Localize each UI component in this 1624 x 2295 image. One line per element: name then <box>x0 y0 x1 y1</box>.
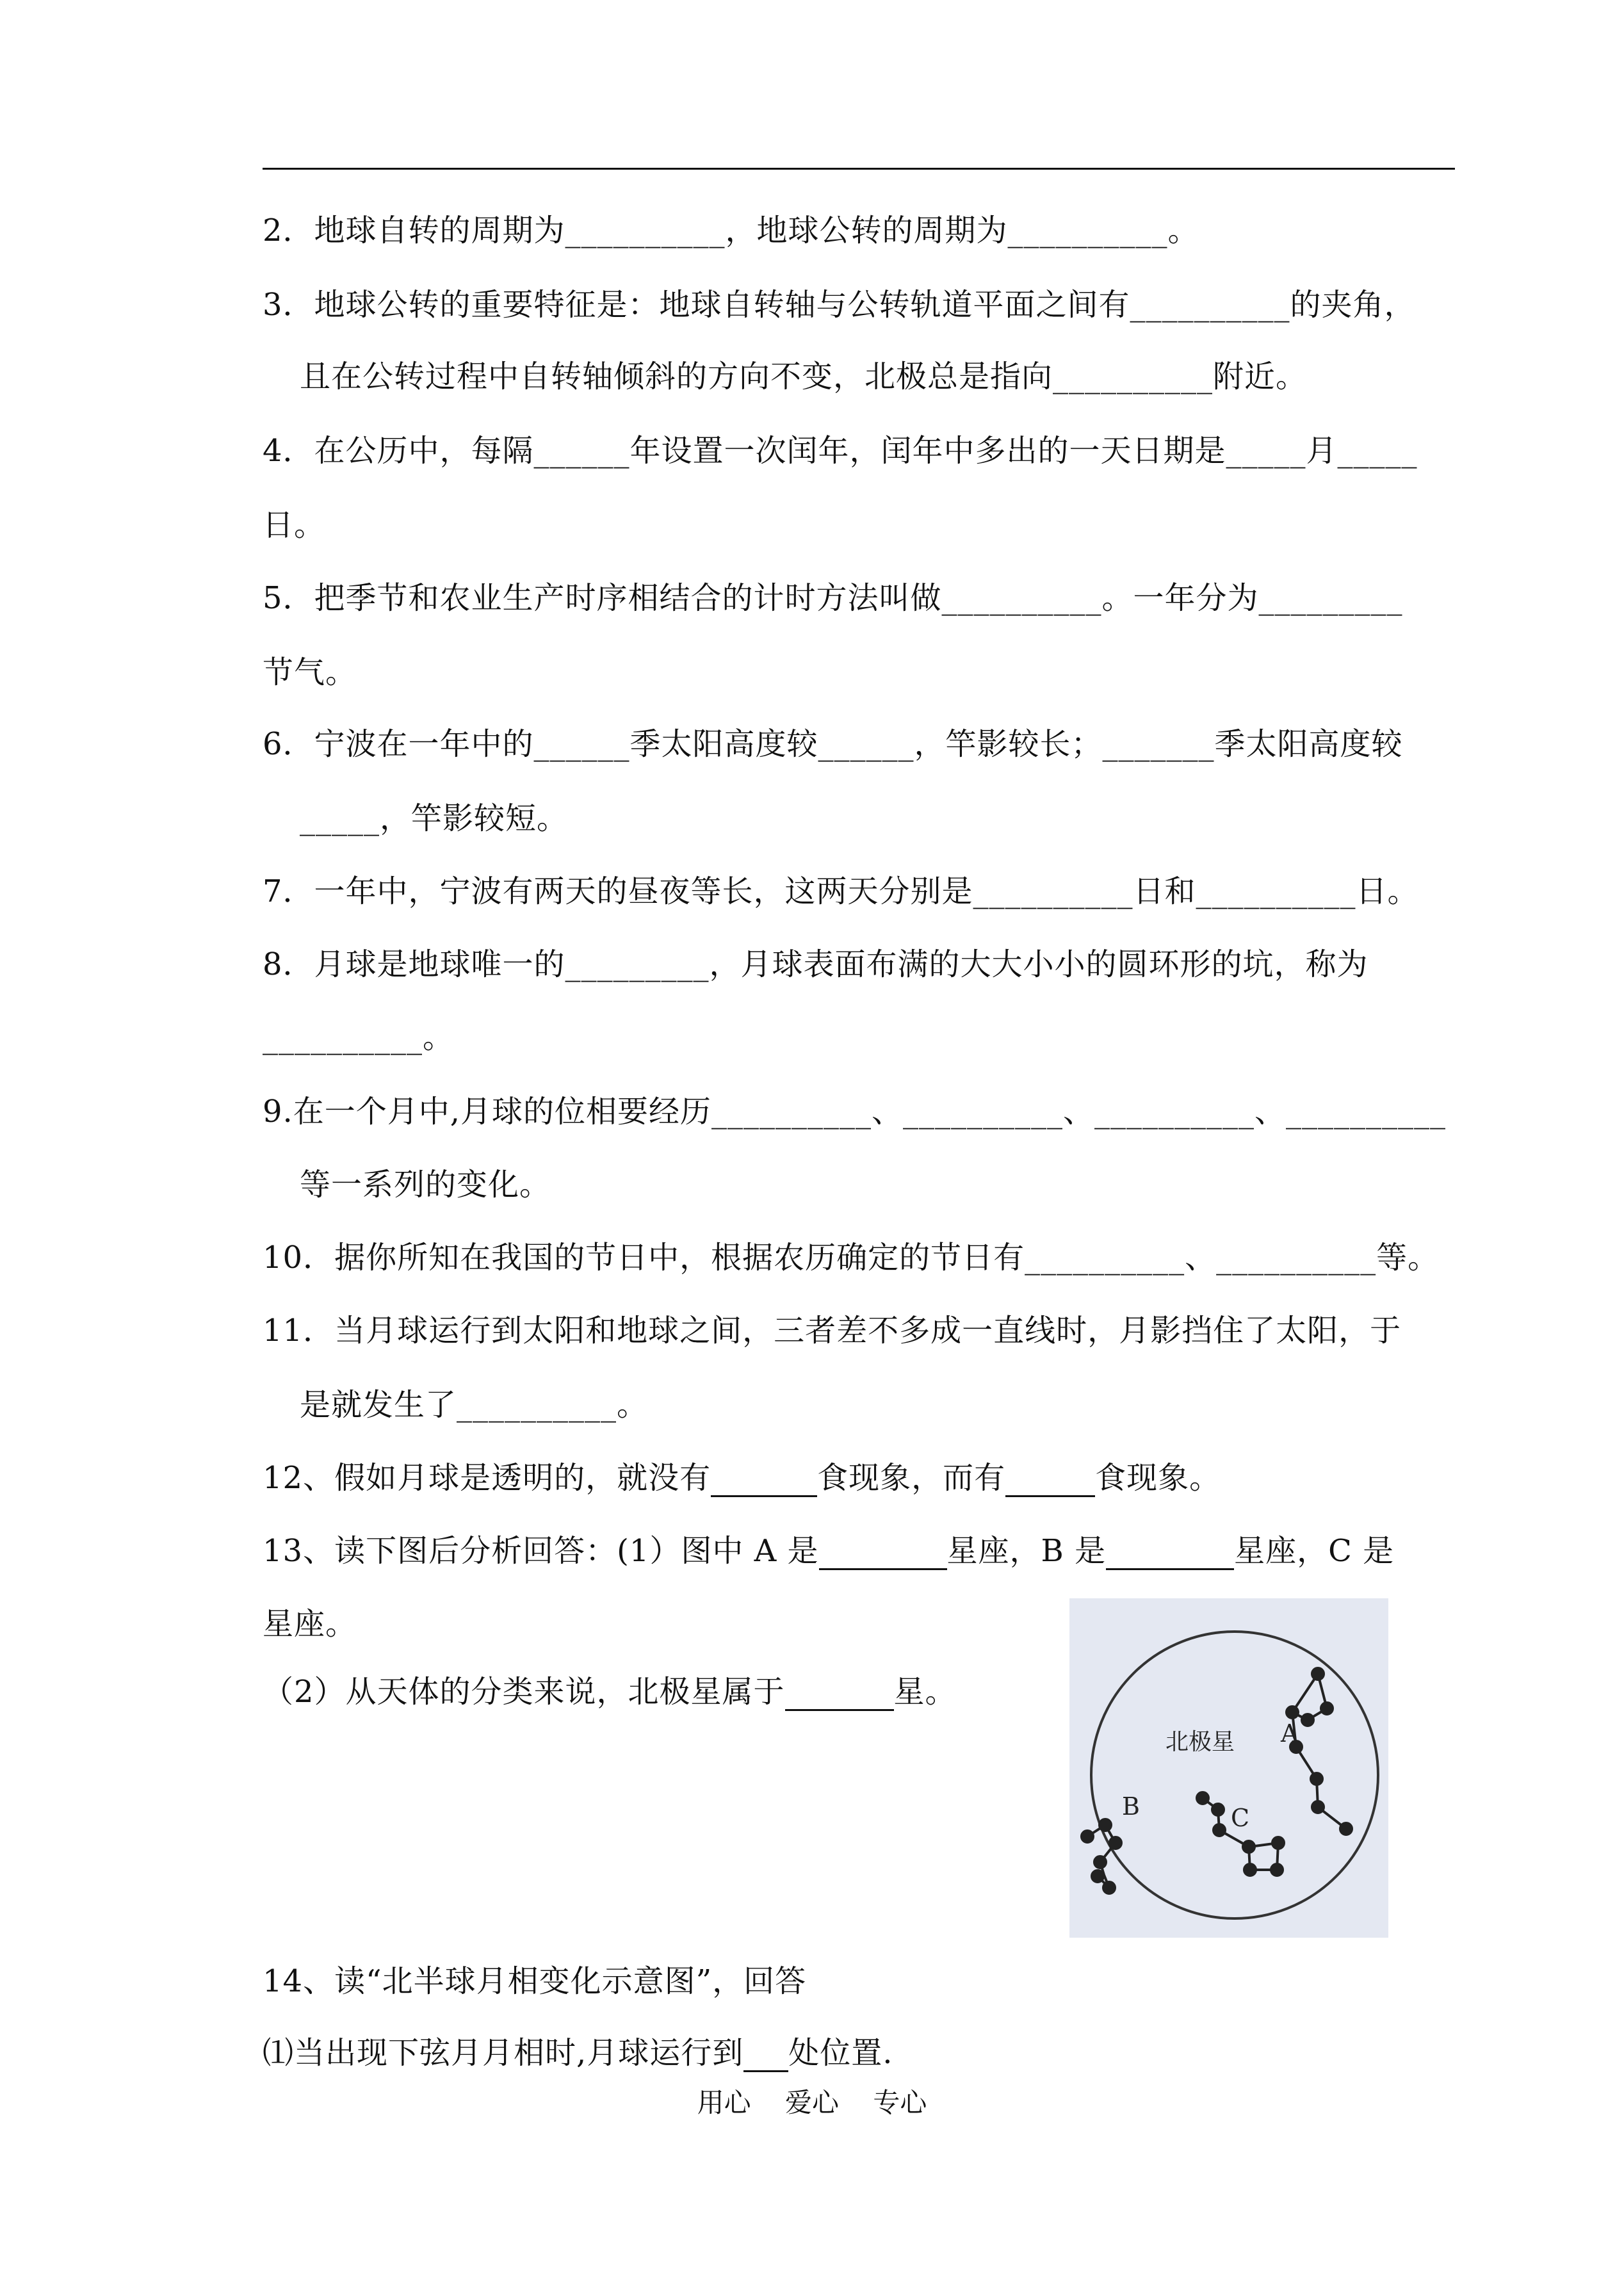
question-12-mid: 食现象，而有 <box>817 1460 1006 1496</box>
question-2: 2．地球自转的周期为__________，地球公转的周期为__________。 <box>263 213 1199 248</box>
question-7: 7．一年中，宁波有两天的昼夜等长，这两天分别是__________日和__________日。 <box>263 873 1419 909</box>
question-14-1-suffix: 处位置. <box>788 2035 893 2071</box>
question-13-blank-a <box>819 1535 947 1570</box>
question-6-line-1: 6．宁波在一年中的______季太阳高度较______，竿影较长；_______季太阳高度较 <box>263 726 1403 762</box>
question-13-2-suffix: 星。 <box>893 1674 957 1710</box>
question-12-suffix: 食现象。 <box>1095 1460 1221 1496</box>
question-4-line-2: 日。 <box>263 507 326 543</box>
polaris-label: 北极星 <box>1165 1729 1235 1755</box>
question-14-1-blank <box>743 2037 788 2072</box>
question-9-line-2: 等一系列的变化。 <box>300 1167 551 1203</box>
question-14-part-1 <box>263 2034 893 2072</box>
question-10: 10．据你所知在我国的节日中，根据农历确定的节日有__________、__________等。 <box>263 1240 1440 1276</box>
star-chart-svg <box>1069 1598 1388 1938</box>
question-11-line-1: 11．当月球运行到太阳和地球之间，三者差不多成一直线时，月影挡住了太阳，于 <box>263 1313 1402 1349</box>
label-b: B <box>1122 1792 1140 1821</box>
constellation-a <box>1287 1668 1352 1835</box>
question-9-line-1: 9.在一个月中,月球的位相要经历__________、__________、__________、__________ <box>263 1094 1447 1130</box>
question-6-line-2: _____，竿影较短。 <box>300 800 569 836</box>
question-14-1-prefix: ⑴当出现下弦月月相时,月球运行到 <box>263 2035 744 2071</box>
question-13-line-1 <box>263 1532 1394 1570</box>
question-14: 14、读“北半球月相变化示意图”，回答 <box>263 1963 807 1999</box>
question-4-line-1: 4．在公历中，每隔______年设置一次闰年，闰年中多出的一天日期是_____月_____ <box>263 433 1418 469</box>
question-5-line-1: 5．把季节和农业生产时序相结合的计时方法叫做__________。一年分为_________ <box>263 580 1403 616</box>
question-13-2-blank <box>785 1676 894 1711</box>
question-12-blank-1 <box>711 1462 817 1497</box>
question-11-line-2: 是就发生了__________。 <box>300 1387 649 1423</box>
question-8-line-2: __________。 <box>263 1019 455 1055</box>
question-13-blank-b <box>1106 1535 1234 1570</box>
header-rule <box>263 168 1455 170</box>
question-13-line-2: 星座。 <box>263 1606 357 1642</box>
question-13-mid-1: 星座，B 是 <box>946 1533 1107 1569</box>
label-c: C <box>1231 1804 1250 1832</box>
question-13-part-2 <box>263 1673 957 1711</box>
star-chart-figure <box>1069 1598 1388 1938</box>
question-13-mid-2: 星座，C 是 <box>1234 1533 1395 1569</box>
question-8-line-1: 8．月球是地球唯一的_________，月球表面布满的大大小小的圆环形的坑，称为 <box>263 946 1368 982</box>
question-12 <box>263 1459 1221 1497</box>
question-3-line-2: 且在公转过程中自转轴倾斜的方向不变，北极总是指向__________附近。 <box>300 359 1308 394</box>
question-12-blank-2 <box>1005 1462 1095 1497</box>
question-13-2-prefix: （2）从天体的分类来说，北极星属于 <box>263 1674 785 1710</box>
label-a: A <box>1281 1719 1299 1748</box>
page-footer: 用心 爱心 专心 <box>697 2087 927 2118</box>
question-3-line-1: 3．地球公转的重要特征是：地球自转轴与公转轨道平面之间有__________的夹角， <box>263 287 1416 323</box>
question-5-line-2: 节气。 <box>263 654 357 690</box>
sky-circle <box>1091 1632 1378 1918</box>
question-12-prefix: 12、假如月球是透明的，就没有 <box>263 1460 711 1496</box>
question-13-prefix: 13、读下图后分析回答：(1）图中 A 是 <box>263 1533 819 1569</box>
